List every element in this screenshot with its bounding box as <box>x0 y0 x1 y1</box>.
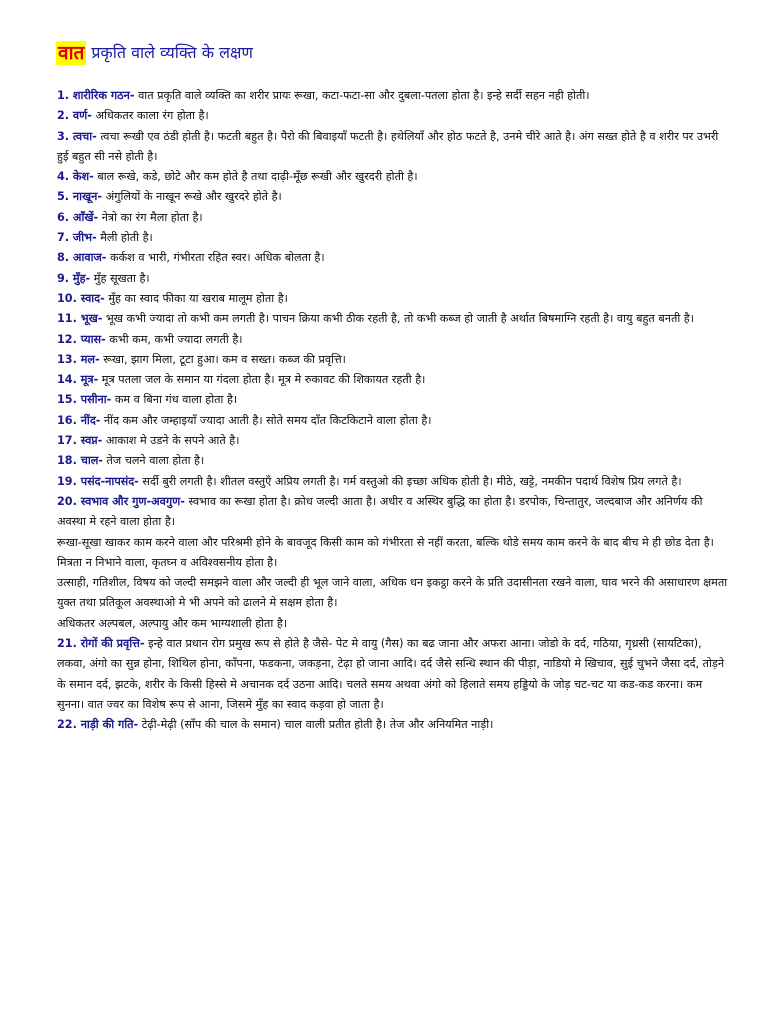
item-label: 13. मल- <box>57 352 100 366</box>
item-text: टेढ़ी-मेढ़ी (साँप की चाल के समान) चाल वाली प्रतीत होती है। तेज और अनियमित नाड़ी। <box>138 718 494 732</box>
item-label: 16. नींद- <box>57 413 101 427</box>
item-text: उत्साही, गतिशील, विषय को जल्दी समझने वाला और जल्दी ही भूल जाने वाला, अधिक धन इकट्ठा करने के प्रति उदासीनता रखने वाला, घाव भरने की असाधारण क्षमता युक्त तथा प्रतिकूल अवस्थाओ मे भी अपने को ढालने मे सक्षम होता है। <box>57 576 728 610</box>
list-item <box>57 634 729 715</box>
list-item <box>57 248 729 268</box>
item-label: 15. पसीना- <box>57 393 112 407</box>
item-text: भूख कभी ज्यादा तो कभी कम लगती है। पाचन क्रिया कभी ठीक रहती है, तो कभी कब्ज हो जाती है अर्थात बिषमाग्नि रहती है। वायु बहुत बनती है। <box>102 312 694 326</box>
item-text: तेज चलने वाला होता है। <box>102 454 205 468</box>
item-text: कभी कम, कभी ज्यादा लगती है। <box>105 332 243 346</box>
list-item <box>57 167 729 187</box>
list-item <box>57 86 729 106</box>
list-item <box>57 614 729 634</box>
item-label: 9. मुँह- <box>57 271 91 285</box>
item-label: 12. प्यास- <box>57 332 106 346</box>
item-text: कर्कश व भारी, गंभीरता रहित स्वर। अधिक बोलता है। <box>106 251 325 265</box>
item-label: 1. शारीरिक गठन- <box>57 89 135 102</box>
list-item <box>57 573 729 614</box>
list-item <box>57 533 729 574</box>
item-text: आकाश मे उडने के सपने आते है। <box>102 434 240 448</box>
item-label: 20. स्वभाव और गुण-अवगुण- <box>57 494 185 508</box>
item-text: मुँह सूखता है। <box>90 271 150 285</box>
item-text: स्वभाव का रूखा होता है। क्रोध जल्दी आता है। अधीर व अस्थिर बुद्धि का होता है। डरपोक, चिन्तातुर, जल्दबाज और अनिर्णय की अवस्था मे रहने वाला होता है। <box>57 494 703 529</box>
item-text: मुँह का स्वाद फीका या खराब मालूम होता है। <box>104 291 288 305</box>
list-item <box>57 411 729 431</box>
item-label: 3. त्वचा- <box>57 129 97 143</box>
list-item <box>57 350 729 370</box>
list-item <box>57 431 729 451</box>
list-item <box>57 228 729 248</box>
item-label: 2. वर्ण- <box>57 109 92 123</box>
list-item <box>57 106 729 126</box>
item-text: इन्हे वात प्रधान रोग प्रमुख रूप से होते है जैसे- पेट मे वायु (गैस) का बढ जाना और अफरा आना। जोडो के दर्द, गठिया, गृध्रसी (सायटिका), लकवा, अंगो का सुन्न होना, शिथिल होना, काँपना, फडकना, जकड़ना, टेढ़ा हो जाना आदि। दर्द जैसे सन्धि स्थान की पीड़ा, नाडियो मे खिचाव, सुई चुभने जैसा दर्द, तोड़ने के समान दर्द, झटके, शरीर के किसी हिस्से मे अचानक दर्द उठना आदि। चलते समय अथवा अंगो को हिलाते समय हड्डियो के जोड़ चट-चट या कड-कड करना। कम सुनना। वात ज्वर का विशेष रूप से आना, जिसमे मुँह का स्वाद कड़वा हो जाता है। <box>57 637 725 711</box>
item-text: अधिकतर अल्पबल, अल्पायु और कम भाग्यशाली होता है। <box>57 616 288 630</box>
item-label: 7. जीभ- <box>57 231 97 245</box>
symptom-list <box>57 86 729 736</box>
item-label: 4. केश- <box>57 170 94 184</box>
list-item <box>57 390 729 410</box>
list-item <box>57 370 729 390</box>
item-label: 14. मूत्र- <box>57 373 99 387</box>
item-text: वात प्रकृति वाले व्यक्ति का शरीर प्रायः रूखा, कटा-फटा-सा और दुबला-पतला होता है। इन्हे सर्दी सहन नही होती। <box>134 89 590 102</box>
item-label: 10. स्वाद- <box>57 291 105 305</box>
item-label: 8. आवाज- <box>57 251 107 265</box>
item-text: सर्दी बुरी लगती है। शीतल वस्तुएँ अप्रिय लगती है। गर्म वस्तुओ की इच्छा अधिक होती है। मीठे, खट्टे, नमकीन पदार्थ विशेष प्रिय लगते है। <box>138 474 682 488</box>
item-text: त्वचा रूखी एव ठंडी होती है। फटती बहुत है। पैरो की बिवाइयाँ फटती है। हथेलियाँ और होठ फटते है, उनमे चीरे आते है। अंग सख्त होते है व शरीर पर उभरी हुई बहुत सी नसे होती है। <box>57 129 719 163</box>
item-text: कम व बिना गंध वाला होता है। <box>111 393 238 407</box>
item-label: 5. नाखून- <box>57 190 103 204</box>
item-text: बाल रूखे, कडे, छोटे और कम होते है तथा दाढ़ी-मूँछ रूखी और खुरदरी होती है। <box>93 170 418 184</box>
item-label: 11. भूख- <box>57 312 103 326</box>
list-item <box>57 715 729 735</box>
item-text: रूखा-सूखा खाकर काम करने वाला और परिश्रमी होने के बावजूद किसी काम को गंभीरता से नहीं करता, बल्कि थोडे समय काम करने के बाद बीच मे ही छोड देता है। मित्रता न निभाने वाला, कृतघ्न व अविश्वसनीय होता है। <box>57 535 714 569</box>
item-label: 21. रोगों की प्रवृत्ति- <box>57 637 145 651</box>
item-label: 22. नाड़ी की गति- <box>57 718 139 732</box>
document-title <box>56 40 253 66</box>
item-text: नेत्रो का रंग मैला होता है। <box>98 210 203 224</box>
list-item <box>57 289 729 309</box>
item-text: नींद कम और जम्हाइयाँ ज्यादा आती है। सोते समय दाँत किटकिटाने वाला होता है। <box>100 413 432 427</box>
title-text: प्रकृति वाले व्यक्ति के लक्षण <box>91 43 253 62</box>
title-highlight: वात <box>58 42 85 64</box>
item-text: अधिकतर काला रंग होता है। <box>91 109 209 123</box>
list-item <box>57 187 729 207</box>
item-label: 18. चाल- <box>57 454 103 468</box>
item-label: 17. स्वप्न- <box>57 434 103 448</box>
list-item <box>57 127 729 168</box>
list-item <box>57 208 729 228</box>
item-text: मैली होती है। <box>96 231 153 245</box>
item-label: 19. पसंद-नापसंद- <box>57 474 139 488</box>
item-label: 6. आँखें- <box>57 210 99 224</box>
list-item <box>57 269 729 289</box>
list-item <box>57 492 729 533</box>
list-item <box>57 451 729 471</box>
item-text: रूखा, झाग मिला, टूटा हुआ। कम व सख्त। कब्ज की प्रवृत्ति। <box>99 352 346 366</box>
list-item <box>57 330 729 350</box>
list-item <box>57 472 729 492</box>
list-item <box>57 309 729 329</box>
item-text: मूत्र पतला जल के समान या गंदला होता है। मूत्र मे रुकावट की शिकायत रहती है। <box>98 373 426 387</box>
item-text: अंगुलियों के नाखून रूखे और खुरदरे होते है। <box>102 190 282 204</box>
